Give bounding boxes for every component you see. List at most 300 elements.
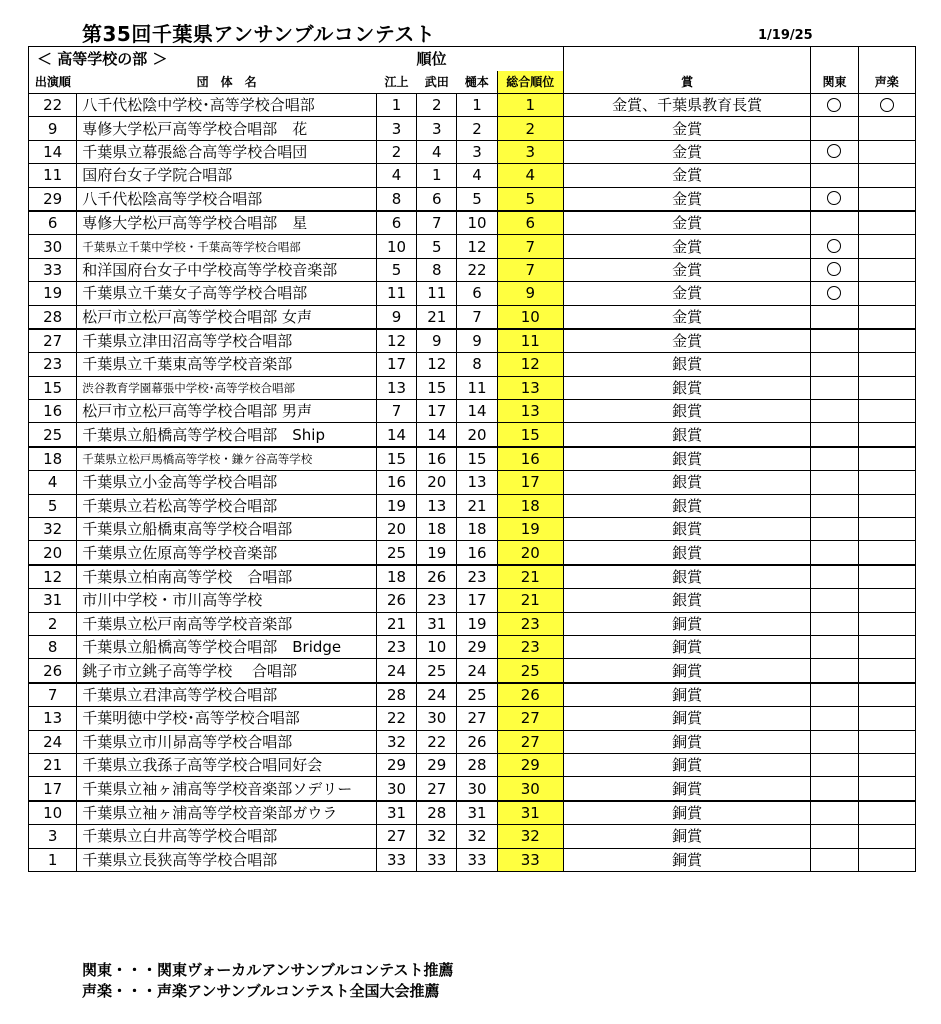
award-cell: 金賞 — [563, 140, 810, 163]
judge2-rank-cell: 24 — [417, 683, 457, 707]
kanto-recommend-cell — [811, 258, 858, 281]
order-cell: 13 — [29, 707, 77, 730]
circle-mark-icon — [880, 98, 894, 112]
seigaku-recommend-cell — [858, 94, 915, 117]
table-row — [29, 848, 916, 871]
table-row — [29, 400, 916, 423]
total-rank-cell: 15 — [497, 423, 563, 447]
judge2-rank-cell: 31 — [417, 612, 457, 635]
judge3-rank-cell: 6 — [457, 282, 497, 305]
seigaku-recommend-cell — [858, 683, 915, 707]
judge3-rank-cell: 21 — [457, 494, 497, 517]
judge1-rank-cell: 9 — [376, 305, 416, 329]
order-cell: 17 — [29, 777, 77, 801]
judge3-rank-cell: 15 — [457, 447, 497, 471]
name-cell: 千葉県立小金高等学校合唱部 — [77, 471, 377, 494]
page-title: 第35回千葉県アンサンブルコンテスト — [82, 22, 436, 46]
total-rank-cell: 27 — [497, 730, 563, 753]
award-cell: 金賞、千葉県教育長賞 — [563, 94, 810, 117]
table-row — [29, 376, 916, 399]
judge3-rank-cell: 8 — [457, 353, 497, 376]
table-row — [29, 659, 916, 683]
order-cell: 12 — [29, 565, 77, 589]
table-row — [29, 94, 916, 117]
award-cell: 銅賞 — [563, 659, 810, 683]
award-cell: 銅賞 — [563, 707, 810, 730]
judge3-rank-cell: 33 — [457, 848, 497, 871]
results-table — [28, 46, 916, 872]
judge3-rank-cell: 9 — [457, 329, 497, 353]
total-rank-cell: 4 — [497, 164, 563, 187]
judge1-rank-cell: 12 — [376, 329, 416, 353]
kanto-recommend-cell — [811, 282, 858, 305]
total-rank-cell: 16 — [497, 447, 563, 471]
total-rank-cell: 30 — [497, 777, 563, 801]
name-cell: 千葉県立佐原高等学校音楽部 — [77, 541, 377, 565]
total-rank-cell: 29 — [497, 753, 563, 776]
judge2-rank-cell: 26 — [417, 565, 457, 589]
order-cell: 29 — [29, 187, 77, 211]
seigaku-recommend-cell — [858, 801, 915, 825]
kanto-recommend-cell — [811, 140, 858, 163]
footnotes — [82, 960, 454, 1002]
name-cell: 松戸市立松戸高等学校合唱部 女声 — [77, 305, 377, 329]
judge3-rank-cell: 30 — [457, 777, 497, 801]
judge1-rank-cell: 30 — [376, 777, 416, 801]
order-cell: 31 — [29, 589, 77, 612]
award-cell: 金賞 — [563, 164, 810, 187]
name-cell: 八千代松陰高等学校合唱部 — [77, 187, 377, 211]
judge2-header: 武田 — [417, 71, 457, 94]
kanto-recommend-cell — [811, 635, 858, 658]
circle-mark-icon — [827, 144, 841, 158]
total-rank-cell: 18 — [497, 494, 563, 517]
judge2-rank-cell: 32 — [417, 825, 457, 848]
order-cell: 30 — [29, 235, 77, 258]
kanto-recommend-cell — [811, 541, 858, 565]
table-row — [29, 777, 916, 801]
seigaku-recommend-cell — [858, 305, 915, 329]
name-cell: 和洋国府台女子中学校高等学校音楽部 — [77, 258, 377, 281]
judge3-rank-cell: 26 — [457, 730, 497, 753]
award-cell: 銀賞 — [563, 400, 810, 423]
kanto-recommend-cell — [811, 235, 858, 258]
table-row — [29, 707, 916, 730]
table-row — [29, 471, 916, 494]
award-cell: 銅賞 — [563, 683, 810, 707]
seigaku-recommend-cell — [858, 565, 915, 589]
judge3-rank-cell: 3 — [457, 140, 497, 163]
judge2-rank-cell: 5 — [417, 235, 457, 258]
judge1-rank-cell: 24 — [376, 659, 416, 683]
circle-mark-icon — [827, 262, 841, 276]
order-cell: 33 — [29, 258, 77, 281]
total-rank-cell: 31 — [497, 801, 563, 825]
name-cell: 千葉県立長狭高等学校合唱部 — [77, 848, 377, 871]
total-rank-cell: 1 — [497, 94, 563, 117]
award-cell: 銀賞 — [563, 541, 810, 565]
name-cell: 千葉県立君津高等学校合唱部 — [77, 683, 377, 707]
name-cell: 千葉県立千葉女子高等学校合唱部 — [77, 282, 377, 305]
name-cell: 千葉県立松戸馬橋高等学校・鎌ケ谷高等学校 — [77, 447, 377, 471]
total-rank-cell: 17 — [497, 471, 563, 494]
note-kanto: 関東・・・関東ヴォーカルアンサンブルコンテスト推薦 — [82, 961, 454, 979]
kanto-recommend-cell — [811, 447, 858, 471]
name-cell: 千葉県立船橋高等学校合唱部 Ship — [77, 423, 377, 447]
seigaku-recommend-cell — [858, 353, 915, 376]
order-cell: 15 — [29, 376, 77, 399]
circle-mark-icon — [827, 98, 841, 112]
name-cell: 八千代松陰中学校･高等学校合唱部 — [77, 94, 377, 117]
total-rank-cell: 13 — [497, 400, 563, 423]
total-rank-cell: 27 — [497, 707, 563, 730]
table-row — [29, 140, 916, 163]
seigaku-recommend-cell — [858, 164, 915, 187]
kanto-recommend-cell — [811, 423, 858, 447]
kanto-recommend-cell — [811, 848, 858, 871]
circle-mark-icon — [827, 191, 841, 205]
header-row — [29, 71, 916, 94]
table-row — [29, 494, 916, 517]
seigaku-recommend-cell — [858, 187, 915, 211]
kanto-recommend-cell — [811, 211, 858, 235]
kanto-recommend-cell — [811, 164, 858, 187]
order-cell: 7 — [29, 683, 77, 707]
judge1-rank-cell: 1 — [376, 94, 416, 117]
judge1-rank-cell: 31 — [376, 801, 416, 825]
judge2-rank-cell: 13 — [417, 494, 457, 517]
judge2-rank-cell: 33 — [417, 848, 457, 871]
total-rank-cell: 7 — [497, 235, 563, 258]
judge3-rank-cell: 10 — [457, 211, 497, 235]
kanto-recommend-cell — [811, 353, 858, 376]
seigaku-recommend-cell — [858, 329, 915, 353]
judge3-rank-cell: 29 — [457, 635, 497, 658]
judge2-rank-cell: 16 — [417, 447, 457, 471]
seigaku-recommend-cell — [858, 635, 915, 658]
judge1-header: 江上 — [376, 71, 416, 94]
kanto-recommend-cell — [811, 305, 858, 329]
judge2-rank-cell: 8 — [417, 258, 457, 281]
kanto-recommend-cell — [811, 565, 858, 589]
table-row — [29, 612, 916, 635]
award-cell: 金賞 — [563, 305, 810, 329]
judge2-rank-cell: 3 — [417, 117, 457, 140]
total-rank-cell: 26 — [497, 683, 563, 707]
table-row — [29, 211, 916, 235]
kanto-recommend-cell — [811, 117, 858, 140]
seigaku-header-top — [858, 47, 915, 72]
judge1-rank-cell: 11 — [376, 282, 416, 305]
total-rank-cell: 12 — [497, 353, 563, 376]
table-row — [29, 565, 916, 589]
seigaku-recommend-cell — [858, 140, 915, 163]
award-cell: 銀賞 — [563, 589, 810, 612]
kanto-recommend-cell — [811, 518, 858, 541]
circle-mark-icon — [827, 286, 841, 300]
table-row — [29, 825, 916, 848]
total-rank-cell: 9 — [497, 282, 563, 305]
division-label: ＜ 高等学校の部 ＞ — [29, 47, 377, 72]
judge3-rank-cell: 2 — [457, 117, 497, 140]
award-cell: 金賞 — [563, 117, 810, 140]
award-cell: 銀賞 — [563, 376, 810, 399]
order-cell: 14 — [29, 140, 77, 163]
award-cell: 銅賞 — [563, 801, 810, 825]
total-rank-cell: 33 — [497, 848, 563, 871]
judge3-rank-cell: 13 — [457, 471, 497, 494]
order-cell: 16 — [29, 400, 77, 423]
name-cell: 千葉県立袖ヶ浦高等学校音楽部ソデリー — [77, 777, 377, 801]
order-cell: 1 — [29, 848, 77, 871]
judge3-rank-cell: 19 — [457, 612, 497, 635]
name-cell: 市川中学校・市川高等学校 — [77, 589, 377, 612]
award-cell: 銅賞 — [563, 635, 810, 658]
kanto-recommend-cell — [811, 471, 858, 494]
name-header: 団 体 名 — [77, 71, 377, 94]
judge1-rank-cell: 8 — [376, 187, 416, 211]
name-cell: 千葉県立袖ヶ浦高等学校音楽部ガウラ — [77, 801, 377, 825]
kanto-header: 関東 — [811, 71, 858, 94]
judge2-rank-cell: 18 — [417, 518, 457, 541]
name-cell: 千葉県立幕張総合高等学校合唱団 — [77, 140, 377, 163]
order-header: 出演順 — [29, 71, 77, 94]
order-cell: 9 — [29, 117, 77, 140]
judge2-rank-cell: 27 — [417, 777, 457, 801]
seigaku-recommend-cell — [858, 589, 915, 612]
award-cell: 銀賞 — [563, 471, 810, 494]
name-cell: 渋谷教育学園幕張中学校･高等学校合唱部 — [77, 376, 377, 399]
date-label: 1/19/25 — [758, 28, 813, 43]
name-cell: 千葉県立千葉中学校・千葉高等学校合唱部 — [77, 235, 377, 258]
judge1-rank-cell: 28 — [376, 683, 416, 707]
order-cell: 2 — [29, 612, 77, 635]
judge1-rank-cell: 27 — [376, 825, 416, 848]
seigaku-recommend-cell — [858, 518, 915, 541]
judge3-rank-cell: 7 — [457, 305, 497, 329]
order-cell: 23 — [29, 353, 77, 376]
judge2-rank-cell: 28 — [417, 801, 457, 825]
table-row — [29, 305, 916, 329]
total-rank-cell: 25 — [497, 659, 563, 683]
total-rank-cell: 13 — [497, 376, 563, 399]
judge1-rank-cell: 18 — [376, 565, 416, 589]
total-rank-cell: 11 — [497, 329, 563, 353]
seigaku-recommend-cell — [858, 659, 915, 683]
judge3-rank-cell: 24 — [457, 659, 497, 683]
name-cell: 千葉県立千葉東高等学校音楽部 — [77, 353, 377, 376]
total-rank-cell: 5 — [497, 187, 563, 211]
note-seigaku: 声楽・・・声楽アンサンブルコンテスト全国大会推薦 — [82, 982, 440, 1000]
name-cell: 専修大学松戸高等学校合唱部 花 — [77, 117, 377, 140]
total-rank-cell: 23 — [497, 635, 563, 658]
seigaku-recommend-cell — [858, 707, 915, 730]
judge3-rank-cell: 27 — [457, 707, 497, 730]
judge3-rank-cell: 5 — [457, 187, 497, 211]
total-rank-cell: 10 — [497, 305, 563, 329]
total-rank-cell: 6 — [497, 211, 563, 235]
order-cell: 6 — [29, 211, 77, 235]
award-cell: 銀賞 — [563, 494, 810, 517]
judge2-rank-cell: 12 — [417, 353, 457, 376]
judge2-rank-cell: 14 — [417, 423, 457, 447]
award-cell: 銅賞 — [563, 825, 810, 848]
judge1-rank-cell: 17 — [376, 353, 416, 376]
total-rank-cell: 7 — [497, 258, 563, 281]
seigaku-recommend-cell — [858, 848, 915, 871]
judge1-rank-cell: 4 — [376, 164, 416, 187]
table-row — [29, 635, 916, 658]
judge2-rank-cell: 25 — [417, 659, 457, 683]
kanto-recommend-cell — [811, 187, 858, 211]
award-cell: 銀賞 — [563, 447, 810, 471]
table-row — [29, 164, 916, 187]
judge2-rank-cell: 6 — [417, 187, 457, 211]
seigaku-recommend-cell — [858, 400, 915, 423]
name-cell: 専修大学松戸高等学校合唱部 星 — [77, 211, 377, 235]
kanto-recommend-cell — [811, 589, 858, 612]
table-row — [29, 353, 916, 376]
judge2-rank-cell: 1 — [417, 164, 457, 187]
award-cell: 金賞 — [563, 282, 810, 305]
judge3-rank-cell: 16 — [457, 541, 497, 565]
judge3-rank-cell: 14 — [457, 400, 497, 423]
order-cell: 10 — [29, 801, 77, 825]
name-cell: 千葉明徳中学校･高等学校合唱部 — [77, 707, 377, 730]
judge1-rank-cell: 19 — [376, 494, 416, 517]
award-cell: 金賞 — [563, 329, 810, 353]
judge1-rank-cell: 26 — [376, 589, 416, 612]
total-rank-cell: 21 — [497, 589, 563, 612]
name-cell: 千葉県立船橋高等学校合唱部 Bridge — [77, 635, 377, 658]
name-cell: 国府台女子学院合唱部 — [77, 164, 377, 187]
name-cell: 千葉県立柏南高等学校 合唱部 — [77, 565, 377, 589]
award-cell: 銅賞 — [563, 612, 810, 635]
award-cell: 銅賞 — [563, 753, 810, 776]
header-row-top — [29, 47, 916, 72]
table-row — [29, 801, 916, 825]
table-row — [29, 235, 916, 258]
seigaku-recommend-cell — [858, 211, 915, 235]
seigaku-recommend-cell — [858, 258, 915, 281]
award-cell: 金賞 — [563, 258, 810, 281]
order-cell: 28 — [29, 305, 77, 329]
order-cell: 27 — [29, 329, 77, 353]
judge1-rank-cell: 23 — [376, 635, 416, 658]
kanto-recommend-cell — [811, 329, 858, 353]
judge1-rank-cell: 15 — [376, 447, 416, 471]
award-cell: 金賞 — [563, 187, 810, 211]
award-header: 賞 — [563, 71, 810, 94]
total-rank-cell: 32 — [497, 825, 563, 848]
seigaku-recommend-cell — [858, 825, 915, 848]
judge2-rank-cell: 29 — [417, 753, 457, 776]
table-row — [29, 423, 916, 447]
order-cell: 24 — [29, 730, 77, 753]
judge3-rank-cell: 17 — [457, 589, 497, 612]
seigaku-recommend-cell — [858, 777, 915, 801]
judge2-rank-cell: 10 — [417, 635, 457, 658]
rank-group-label: 順位 — [376, 47, 563, 72]
seigaku-recommend-cell — [858, 471, 915, 494]
judge3-rank-cell: 4 — [457, 164, 497, 187]
seigaku-recommend-cell — [858, 753, 915, 776]
name-cell: 松戸市立松戸高等学校合唱部 男声 — [77, 400, 377, 423]
judge1-rank-cell: 5 — [376, 258, 416, 281]
judge2-rank-cell: 4 — [417, 140, 457, 163]
seigaku-recommend-cell — [858, 447, 915, 471]
judge2-rank-cell: 23 — [417, 589, 457, 612]
judge1-rank-cell: 3 — [376, 117, 416, 140]
judge2-rank-cell: 19 — [417, 541, 457, 565]
table-row — [29, 447, 916, 471]
table-row — [29, 589, 916, 612]
judge2-rank-cell: 22 — [417, 730, 457, 753]
judge3-rank-cell: 25 — [457, 683, 497, 707]
judge2-rank-cell: 15 — [417, 376, 457, 399]
order-cell: 8 — [29, 635, 77, 658]
judge3-rank-cell: 23 — [457, 565, 497, 589]
judge1-rank-cell: 25 — [376, 541, 416, 565]
circle-mark-icon — [827, 239, 841, 253]
table-row — [29, 187, 916, 211]
judge1-rank-cell: 14 — [376, 423, 416, 447]
seigaku-recommend-cell — [858, 494, 915, 517]
total-rank-cell: 21 — [497, 565, 563, 589]
order-cell: 26 — [29, 659, 77, 683]
judge2-rank-cell: 30 — [417, 707, 457, 730]
kanto-recommend-cell — [811, 612, 858, 635]
total-rank-cell: 23 — [497, 612, 563, 635]
judge2-rank-cell: 17 — [417, 400, 457, 423]
judge2-rank-cell: 20 — [417, 471, 457, 494]
judge3-rank-cell: 28 — [457, 753, 497, 776]
kanto-header-top — [811, 47, 858, 72]
judge2-rank-cell: 11 — [417, 282, 457, 305]
order-cell: 20 — [29, 541, 77, 565]
judge3-rank-cell: 22 — [457, 258, 497, 281]
total-rank-cell: 19 — [497, 518, 563, 541]
kanto-recommend-cell — [811, 801, 858, 825]
kanto-recommend-cell — [811, 683, 858, 707]
table-row — [29, 518, 916, 541]
seigaku-recommend-cell — [858, 423, 915, 447]
judge1-rank-cell: 2 — [376, 140, 416, 163]
judge3-rank-cell: 31 — [457, 801, 497, 825]
judge1-rank-cell: 16 — [376, 471, 416, 494]
kanto-recommend-cell — [811, 494, 858, 517]
award-cell: 金賞 — [563, 235, 810, 258]
table-row — [29, 258, 916, 281]
seigaku-recommend-cell — [858, 612, 915, 635]
kanto-recommend-cell — [811, 400, 858, 423]
order-cell: 4 — [29, 471, 77, 494]
seigaku-header: 声楽 — [858, 71, 915, 94]
judge3-rank-cell: 18 — [457, 518, 497, 541]
award-cell: 銀賞 — [563, 353, 810, 376]
name-cell: 千葉県立船橋東高等学校合唱部 — [77, 518, 377, 541]
total-header: 総合順位 — [497, 71, 563, 94]
award-cell: 金賞 — [563, 211, 810, 235]
award-cell: 銀賞 — [563, 565, 810, 589]
table-row — [29, 683, 916, 707]
kanto-recommend-cell — [811, 707, 858, 730]
judge3-rank-cell: 11 — [457, 376, 497, 399]
judge2-rank-cell: 21 — [417, 305, 457, 329]
order-cell: 22 — [29, 94, 77, 117]
name-cell: 千葉県立津田沼高等学校合唱部 — [77, 329, 377, 353]
award-cell: 銀賞 — [563, 423, 810, 447]
